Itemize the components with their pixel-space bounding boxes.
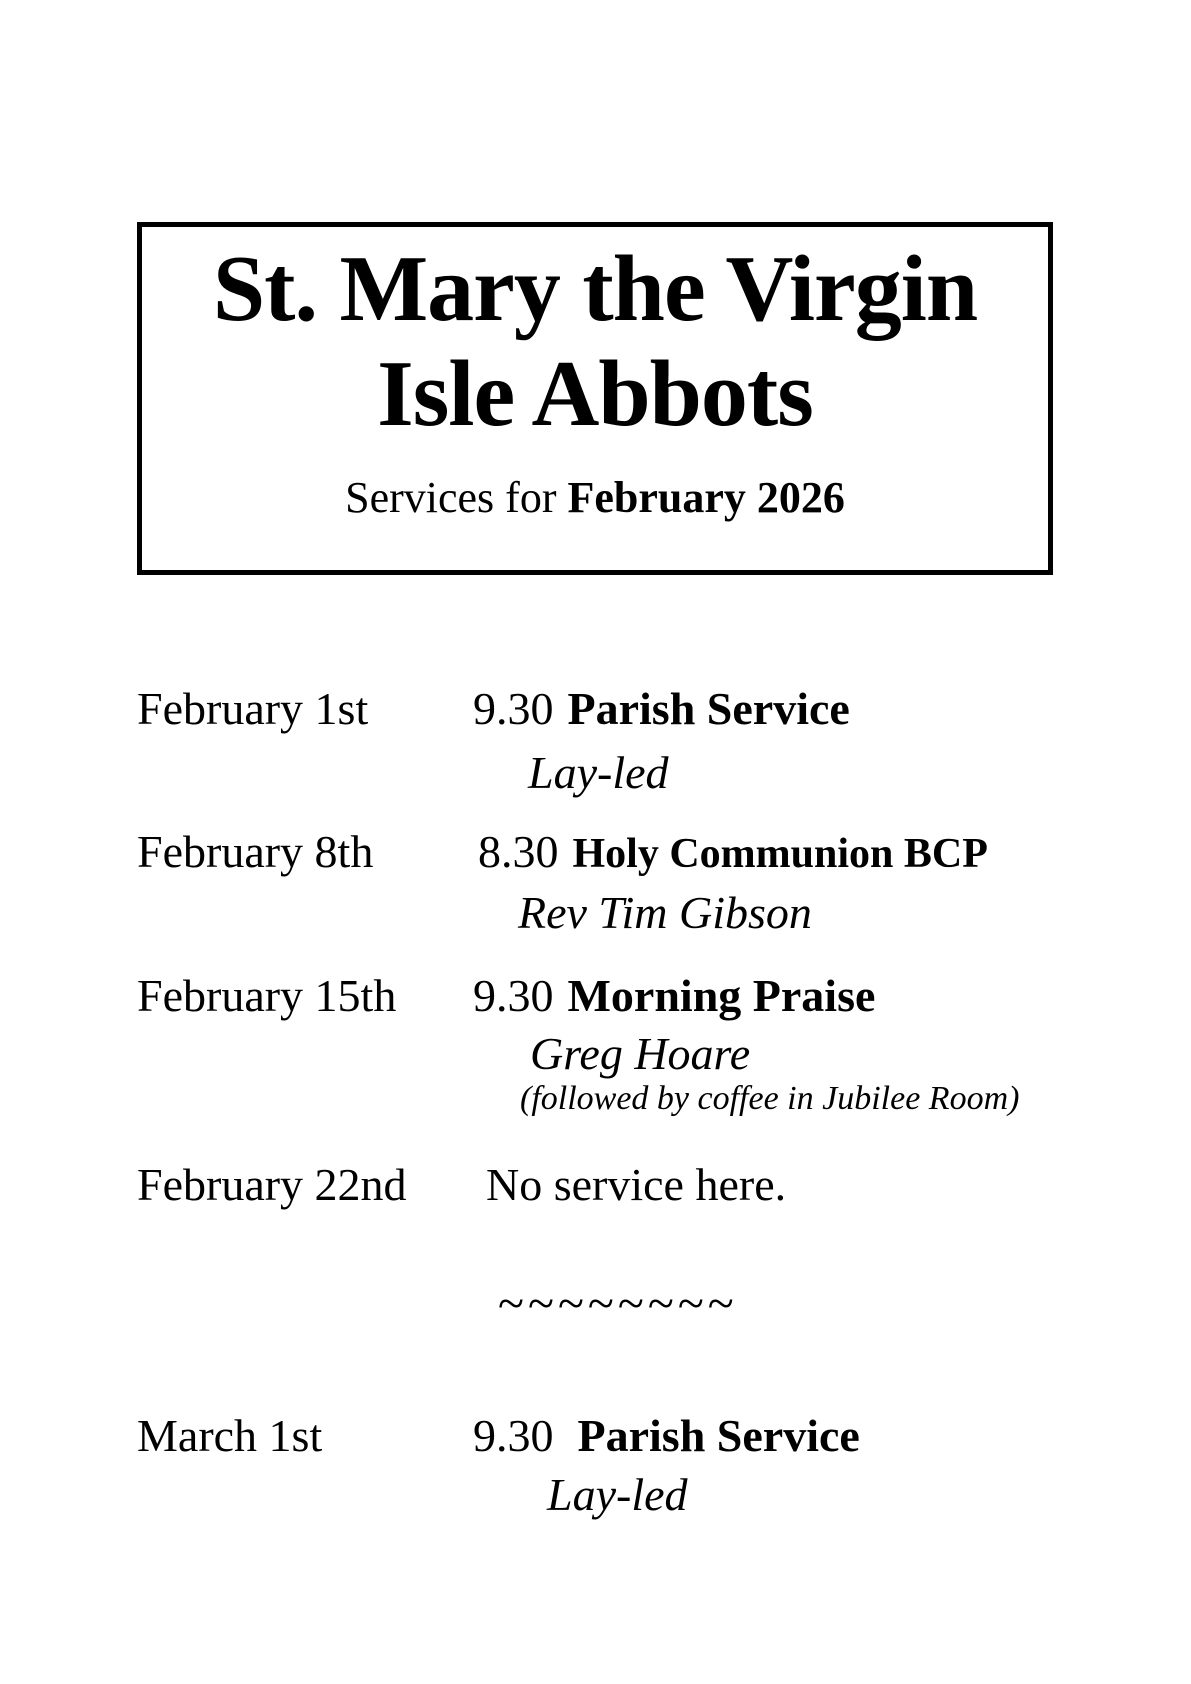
title-box (137, 222, 1053, 575)
row-service-cell (473, 971, 875, 1022)
service-time: 9.30 (473, 970, 554, 1021)
church-name-line2: Isle Abbots (377, 342, 813, 447)
no-service-message: No service here. (486, 1159, 787, 1210)
service-time: 9.30 (473, 683, 554, 734)
row-date: February 22nd (137, 1159, 407, 1210)
service-time: 8.30 (478, 826, 559, 877)
subtitle (345, 474, 845, 522)
service-name: Parish Service (567, 683, 850, 734)
service-time: 9.30 (473, 1410, 554, 1461)
subtitle-month: February 2026 (567, 472, 845, 522)
row-service-cell (473, 1411, 860, 1462)
subtitle-prefix: Services for (345, 472, 568, 522)
row-date: February 1st (137, 683, 369, 734)
row-service-cell (478, 827, 988, 878)
church-name-line1: St. Mary the Virgin (212, 237, 978, 341)
service-name: Morning Praise (567, 970, 876, 1021)
service-leader: Lay-led (547, 1469, 688, 1520)
row-service-cell (473, 684, 850, 735)
service-leader: Rev Tim Gibson (518, 887, 812, 938)
service-name: Holy Communion BCP (572, 831, 988, 877)
service-name: Parish Service (577, 1410, 860, 1461)
service-note: (followed by coffee in Jubilee Room) (520, 1080, 1020, 1117)
tilde-divider: ~~~~~~~~ (498, 1277, 738, 1330)
service-leader: Lay-led (528, 747, 669, 798)
row-date: March 1st (137, 1410, 323, 1461)
service-leader: Greg Hoare (530, 1028, 751, 1079)
row-date: February 15th (137, 970, 397, 1021)
row-date: February 8th (137, 826, 374, 877)
